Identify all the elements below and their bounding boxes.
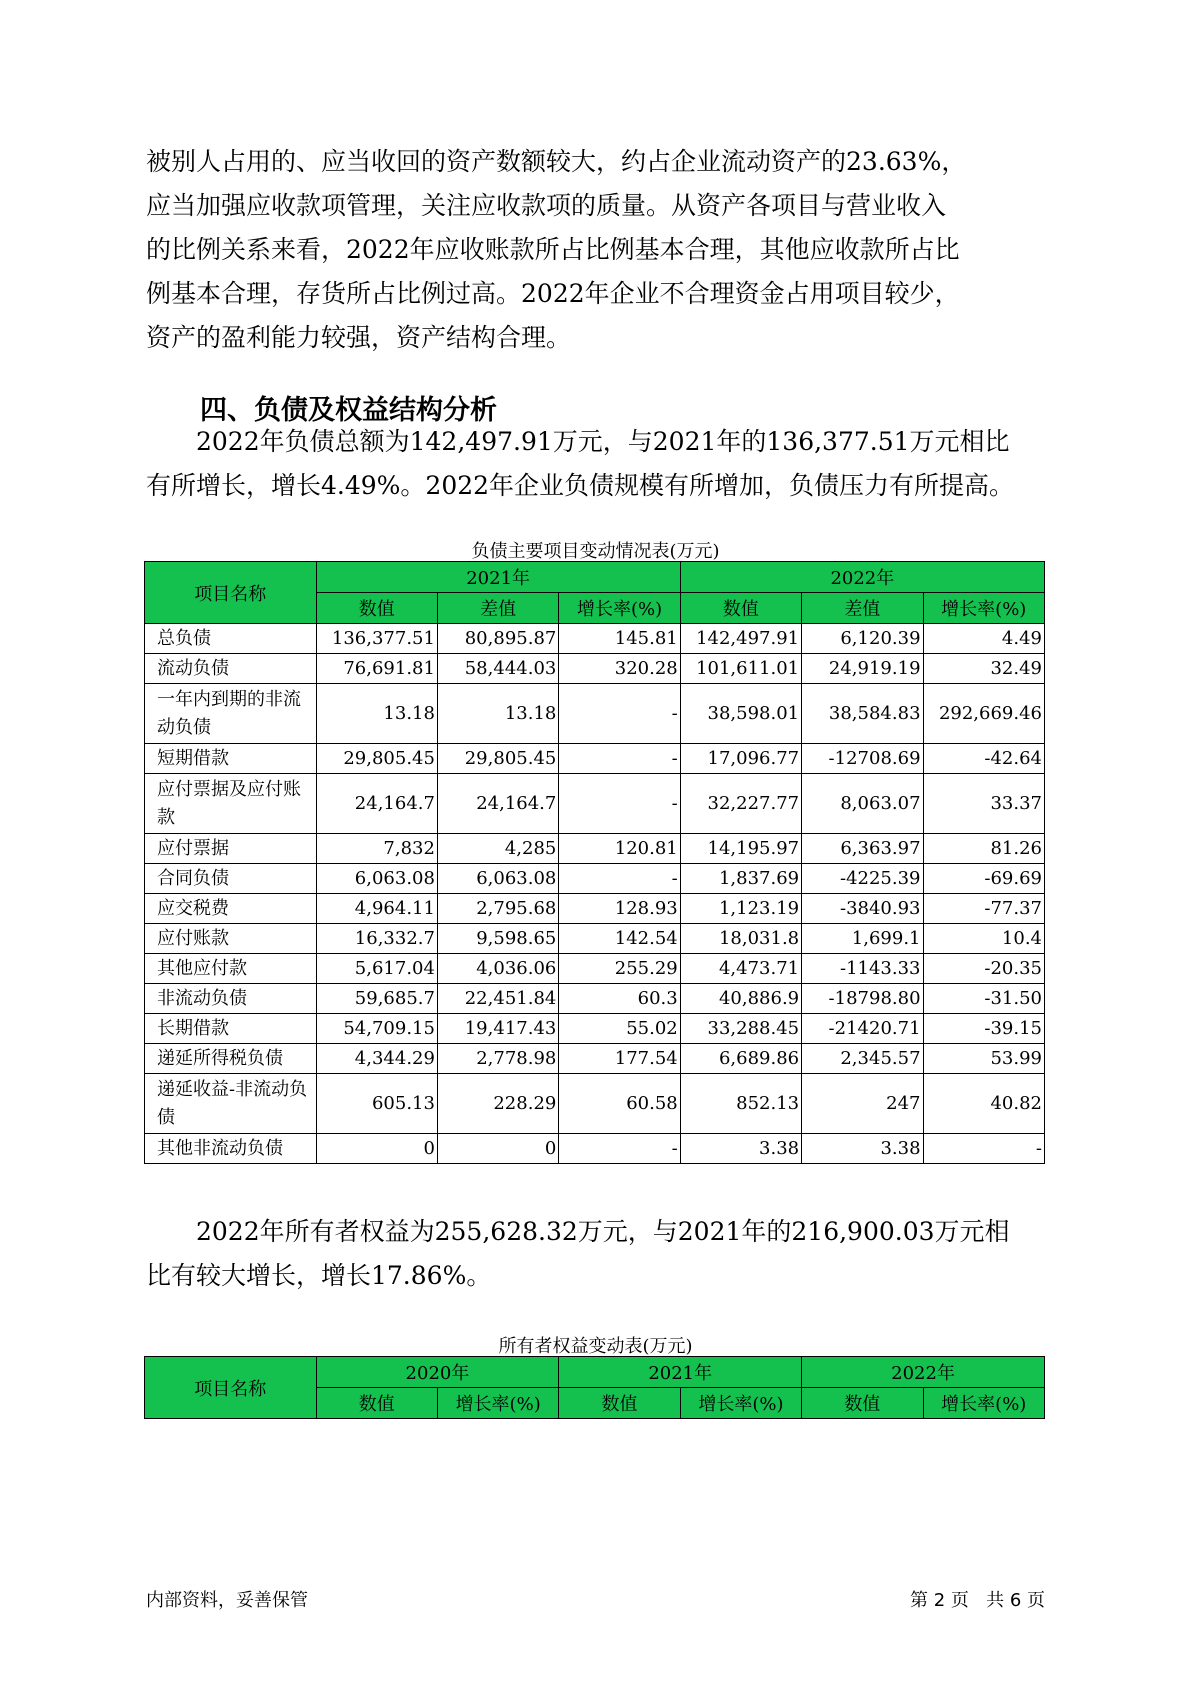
table-cell: 58,444.03 bbox=[437, 654, 558, 684]
table-cell: - bbox=[559, 744, 680, 774]
table-cell: 33,288.45 bbox=[680, 1014, 801, 1044]
subheader: 差值 bbox=[437, 593, 558, 624]
table-cell: 76,691.81 bbox=[316, 654, 437, 684]
table-cell: 18,031.8 bbox=[680, 924, 801, 954]
table-cell: 14,195.97 bbox=[680, 834, 801, 864]
table-cell: -18798.80 bbox=[802, 984, 923, 1014]
row-item-name bbox=[145, 1044, 317, 1074]
subheader: 增长率(%) bbox=[923, 593, 1044, 624]
row-item-name-part: 长期借款 bbox=[157, 1017, 229, 1039]
subheader: 增长率(%) bbox=[437, 1388, 558, 1419]
table-cell: 228.29 bbox=[437, 1074, 558, 1134]
table-cell: 142.54 bbox=[559, 924, 680, 954]
row-item-name-part: 债 bbox=[157, 1106, 175, 1128]
row-item-name-part: 应付票据及应付账 bbox=[157, 778, 301, 800]
text-line: 应当加强应收款项管理，关注应收款项的质量。从资产各项目与营业收入 bbox=[146, 191, 947, 220]
row-item-name-part: 应付账款 bbox=[157, 927, 229, 949]
table-cell: 32.49 bbox=[923, 654, 1044, 684]
subheader: 增长率(%) bbox=[923, 1388, 1044, 1419]
row-item-name bbox=[145, 954, 317, 984]
table-cell: -77.37 bbox=[923, 894, 1044, 924]
subheader: 数值 bbox=[802, 1388, 923, 1419]
table-cell: 4,285 bbox=[437, 834, 558, 864]
table-cell: 60.58 bbox=[559, 1074, 680, 1134]
row-item-name bbox=[145, 984, 317, 1014]
table-cell: 3.38 bbox=[680, 1134, 801, 1164]
table-row bbox=[145, 1014, 1045, 1044]
table-cell: 55.02 bbox=[559, 1014, 680, 1044]
row-item-name-part: 合同负债 bbox=[157, 867, 229, 889]
row-item-name-part: 动负债 bbox=[157, 716, 211, 738]
table-cell: -39.15 bbox=[923, 1014, 1044, 1044]
table-cell: 13.18 bbox=[316, 684, 437, 744]
table-row bbox=[145, 654, 1045, 684]
table-cell: 16,332.7 bbox=[316, 924, 437, 954]
table-cell: 3.38 bbox=[802, 1134, 923, 1164]
table-cell: 40.82 bbox=[923, 1074, 1044, 1134]
text-line: 的比例关系来看，2022年应收账款所占比例基本合理，其他应收款所占比 bbox=[146, 235, 960, 264]
table-cell: 292,669.46 bbox=[923, 684, 1044, 744]
table-row bbox=[145, 924, 1045, 954]
paragraph-asset-analysis bbox=[146, 140, 1046, 360]
table-cell: 60.3 bbox=[559, 984, 680, 1014]
table-row bbox=[145, 954, 1045, 984]
table-cell: - bbox=[559, 774, 680, 834]
table-row bbox=[145, 864, 1045, 894]
table-cell: 4,344.29 bbox=[316, 1044, 437, 1074]
table-cell: 24,164.7 bbox=[316, 774, 437, 834]
table-cell: 247 bbox=[802, 1074, 923, 1134]
row-item-name-part: 流动负债 bbox=[157, 657, 229, 679]
table-cell: -31.50 bbox=[923, 984, 1044, 1014]
text-line: 比有较大增长，增长17.86%。 bbox=[146, 1261, 492, 1290]
header-year: 2021年 bbox=[559, 1357, 802, 1388]
table-cell: 1,699.1 bbox=[802, 924, 923, 954]
header-year: 2021年 bbox=[316, 562, 680, 593]
table-cell: 38,598.01 bbox=[680, 684, 801, 744]
subheader: 差值 bbox=[802, 593, 923, 624]
table-row bbox=[145, 834, 1045, 864]
table-cell: 8,063.07 bbox=[802, 774, 923, 834]
row-item-name bbox=[145, 1134, 317, 1164]
row-item-name bbox=[145, 834, 317, 864]
table-cell: 13.18 bbox=[437, 684, 558, 744]
text-line: 2022年所有者权益为255,628.32万元，与2021年的216,900.03万元相 bbox=[196, 1217, 1010, 1246]
table-row bbox=[145, 684, 1045, 744]
header-item-name: 项目名称 bbox=[145, 562, 317, 624]
table-cell: 33.37 bbox=[923, 774, 1044, 834]
row-item-name-part: 短期借款 bbox=[157, 747, 229, 769]
table-cell: 142,497.91 bbox=[680, 624, 801, 654]
table-cell: 145.81 bbox=[559, 624, 680, 654]
table-cell: 4,964.11 bbox=[316, 894, 437, 924]
footer-confidential: 内部资料，妥善保管 bbox=[146, 1590, 308, 1611]
table-cell: 59,685.7 bbox=[316, 984, 437, 1014]
table-cell: 4.49 bbox=[923, 624, 1044, 654]
table1-caption: 负债主要项目变动情况表(万元) bbox=[471, 541, 720, 562]
table-cell: - bbox=[559, 1134, 680, 1164]
table-cell: 22,451.84 bbox=[437, 984, 558, 1014]
row-item-name-part: 非流动负债 bbox=[157, 987, 247, 1009]
table-cell: 0 bbox=[316, 1134, 437, 1164]
row-item-name bbox=[145, 894, 317, 924]
footer-page-number: 第 2 页 共 6 页 bbox=[910, 1590, 1045, 1611]
table-cell: 101,611.01 bbox=[680, 654, 801, 684]
liability-table bbox=[144, 561, 1045, 1164]
text-line: 例基本合理，存货所占比例过高。2022年企业不合理资金占用项目较少， bbox=[146, 279, 960, 308]
row-item-name-part: 其他应付款 bbox=[157, 957, 247, 979]
table-cell: 128.93 bbox=[559, 894, 680, 924]
row-item-name-part: 递延所得税负债 bbox=[157, 1047, 283, 1069]
table-cell: 53.99 bbox=[923, 1044, 1044, 1074]
table-cell: 38,584.83 bbox=[802, 684, 923, 744]
header-item-name: 项目名称 bbox=[145, 1357, 317, 1419]
row-item-name bbox=[145, 864, 317, 894]
row-item-name-part: 递延收益-非流动负 bbox=[157, 1078, 308, 1100]
table-cell: - bbox=[559, 684, 680, 744]
table-cell: 4,036.06 bbox=[437, 954, 558, 984]
text-line: 有所增长，增长4.49%。2022年企业负债规模有所增加，负债压力有所提高。 bbox=[146, 471, 1015, 500]
liability-table-body bbox=[145, 624, 1045, 1164]
table-cell: 40,886.9 bbox=[680, 984, 801, 1014]
table-cell: 29,805.45 bbox=[437, 744, 558, 774]
table-row bbox=[145, 624, 1045, 654]
table-cell: 136,377.51 bbox=[316, 624, 437, 654]
table-cell: 6,363.97 bbox=[802, 834, 923, 864]
table-cell: 29,805.45 bbox=[316, 744, 437, 774]
table-cell: 7,832 bbox=[316, 834, 437, 864]
table-row bbox=[145, 1134, 1045, 1164]
table-cell: 0 bbox=[437, 1134, 558, 1164]
table-cell: 80,895.87 bbox=[437, 624, 558, 654]
table-row bbox=[145, 744, 1045, 774]
table-cell: -21420.71 bbox=[802, 1014, 923, 1044]
row-item-name-part: 其他非流动负债 bbox=[157, 1137, 283, 1159]
table-cell: - bbox=[923, 1134, 1044, 1164]
table-cell: 2,795.68 bbox=[437, 894, 558, 924]
subheader: 数值 bbox=[680, 593, 801, 624]
table-cell: -4225.39 bbox=[802, 864, 923, 894]
table-cell: 255.29 bbox=[559, 954, 680, 984]
row-item-name-part: 一年内到期的非流 bbox=[157, 688, 301, 710]
table-cell: 32,227.77 bbox=[680, 774, 801, 834]
table2-caption: 所有者权益变动表(万元) bbox=[498, 1336, 693, 1357]
table-cell: 605.13 bbox=[316, 1074, 437, 1134]
table-cell: 1,837.69 bbox=[680, 864, 801, 894]
table-cell: 54,709.15 bbox=[316, 1014, 437, 1044]
table-cell: - bbox=[559, 864, 680, 894]
row-item-name bbox=[145, 654, 317, 684]
row-item-name-part: 总负债 bbox=[157, 627, 211, 649]
row-item-name bbox=[145, 1014, 317, 1044]
table-row bbox=[145, 1074, 1045, 1134]
table-cell: 5,617.04 bbox=[316, 954, 437, 984]
table-cell: 81.26 bbox=[923, 834, 1044, 864]
table-cell: 852.13 bbox=[680, 1074, 801, 1134]
row-item-name bbox=[145, 744, 317, 774]
table-cell: 2,778.98 bbox=[437, 1044, 558, 1074]
table-cell: 17,096.77 bbox=[680, 744, 801, 774]
table-cell: 4,473.71 bbox=[680, 954, 801, 984]
row-item-name-part: 款 bbox=[157, 806, 175, 828]
table-cell: -69.69 bbox=[923, 864, 1044, 894]
table-cell: 177.54 bbox=[559, 1044, 680, 1074]
header-year: 2020年 bbox=[316, 1357, 559, 1388]
table-cell: -42.64 bbox=[923, 744, 1044, 774]
row-item-name bbox=[145, 1074, 317, 1134]
row-item-name-part: 应付票据 bbox=[157, 837, 229, 859]
table-cell: 9,598.65 bbox=[437, 924, 558, 954]
text-line: 资产的盈利能力较强，资产结构合理。 bbox=[146, 323, 572, 352]
subheader: 数值 bbox=[316, 593, 437, 624]
section-heading: 四、负债及权益结构分析 bbox=[200, 395, 497, 426]
table-row bbox=[145, 894, 1045, 924]
row-item-name-part: 应交税费 bbox=[157, 897, 229, 919]
subheader: 数值 bbox=[559, 1388, 680, 1419]
table-cell: 24,164.7 bbox=[437, 774, 558, 834]
table-cell: 19,417.43 bbox=[437, 1014, 558, 1044]
text-line: 2022年负债总额为142,497.91万元，与2021年的136,377.51万元相比 bbox=[196, 427, 1010, 456]
table-cell: 6,063.08 bbox=[437, 864, 558, 894]
table-cell: 2,345.57 bbox=[802, 1044, 923, 1074]
subheader: 增长率(%) bbox=[559, 593, 680, 624]
table-cell: 1,123.19 bbox=[680, 894, 801, 924]
table-cell: 120.81 bbox=[559, 834, 680, 864]
paragraph-liability-summary bbox=[146, 420, 1046, 508]
table-cell: -1143.33 bbox=[802, 954, 923, 984]
table-cell: -3840.93 bbox=[802, 894, 923, 924]
table-cell: 320.28 bbox=[559, 654, 680, 684]
table-row bbox=[145, 774, 1045, 834]
header-year: 2022年 bbox=[680, 562, 1044, 593]
table-cell: 24,919.19 bbox=[802, 654, 923, 684]
header-year: 2022年 bbox=[802, 1357, 1045, 1388]
table-cell: 6,063.08 bbox=[316, 864, 437, 894]
table-row bbox=[145, 984, 1045, 1014]
text-line: 被别人占用的、应当收回的资产数额较大，约占企业流动资产的23.63%， bbox=[146, 147, 967, 176]
table-cell: 10.4 bbox=[923, 924, 1044, 954]
table-row bbox=[145, 1044, 1045, 1074]
row-item-name bbox=[145, 624, 317, 654]
table-cell: -20.35 bbox=[923, 954, 1044, 984]
subheader: 增长率(%) bbox=[680, 1388, 801, 1419]
subheader: 数值 bbox=[316, 1388, 437, 1419]
table-cell: -12708.69 bbox=[802, 744, 923, 774]
paragraph-equity-summary bbox=[146, 1210, 1046, 1298]
row-item-name bbox=[145, 774, 317, 834]
equity-table bbox=[144, 1356, 1045, 1419]
row-item-name bbox=[145, 684, 317, 744]
row-item-name bbox=[145, 924, 317, 954]
table-cell: 6,689.86 bbox=[680, 1044, 801, 1074]
table-cell: 6,120.39 bbox=[802, 624, 923, 654]
